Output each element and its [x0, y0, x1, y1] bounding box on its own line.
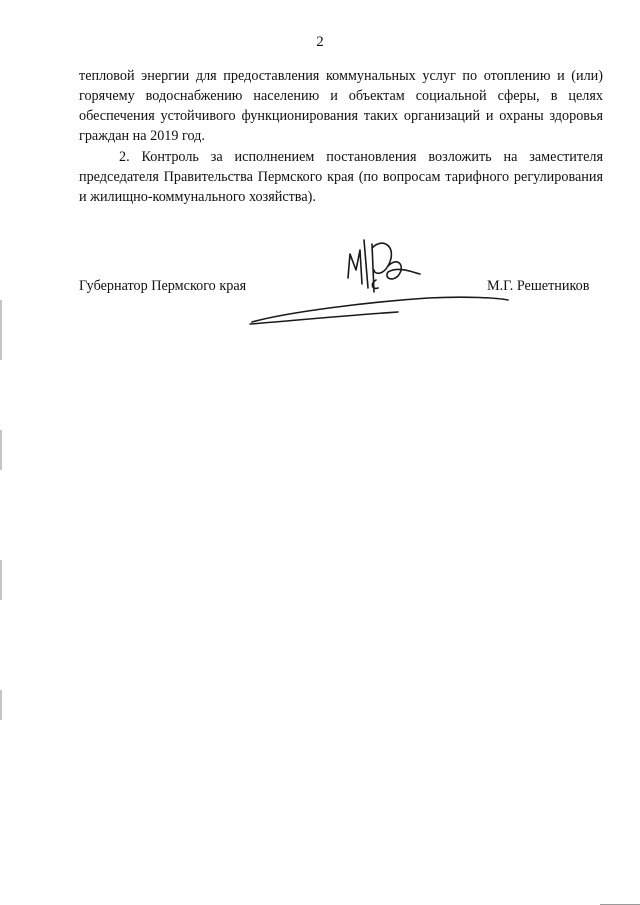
document-body: [79, 66, 603, 207]
handwritten-signature: [248, 226, 510, 326]
page-number: 2: [316, 34, 324, 50]
signer-name: М.Г. Решетников: [487, 278, 590, 294]
scan-margin-marks: [0, 0, 3, 905]
signer-position: Губернатор Пермского края: [79, 278, 247, 294]
paragraph-continuation: тепловой энергии для предоставления коммунальных услуг по отоплению и (или) горячему водоснабжению населению и объектам социальной сферы, в целях обеспечения устойчивого функционирования таких организаций и охраны здоровья граждан на 2019 год.: [79, 68, 603, 144]
paragraph-control-clause: 2. Контроль за исполнением постановления возложить на заместителя председателя Правительства Пермского края (по вопросам тарифного регулирования и жилищно-коммунального хозяйства).: [79, 149, 603, 205]
